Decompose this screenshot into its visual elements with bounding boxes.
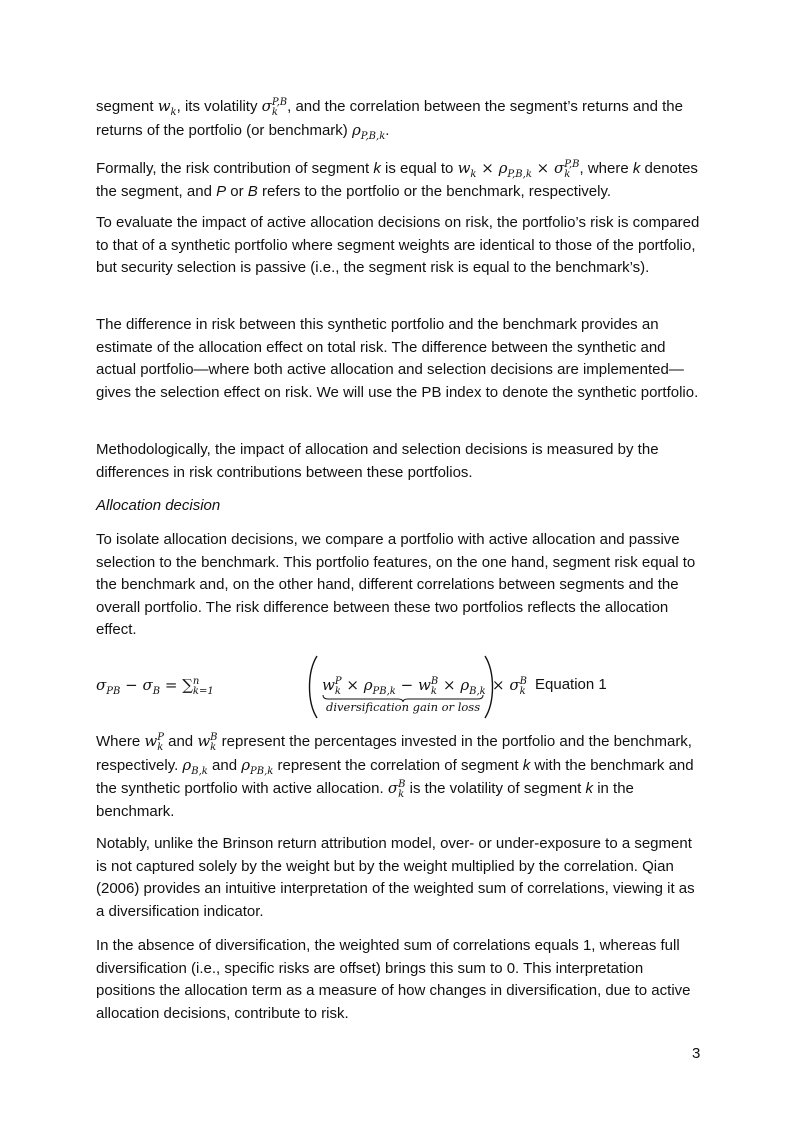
equation-inner-term: w P k × $\rho_{PB,k} - w$ B k × $\rho_{B,k}$	[322, 676, 486, 697]
paragraph-1: segment $w_k$, its volatility σ P,B k , and the correlation between the segment’s returns and the returns of the portfolio (or benchmark) $\rho_{P,B,k}$.	[96, 97, 683, 142]
underbrace-label: diversification gain or loss	[326, 700, 481, 714]
left-paren	[304, 654, 320, 720]
paragraph-8: Notably, unlike the Brinson return attribution model, over- or under-exposure to a segment is not captured solely by the weight but by the weight multiplied by the correlation. Qian (2006) provides an intuitive interpretation of the weighted sum of correlations, viewing it as a diversification indicator.	[96, 835, 695, 920]
paragraph-2: Formally, the risk contribution of segment k is equal to $w_k \times \rho_{P,B,k} \times \sigma$ P,B k , where k denotes the segment, and P or B refers to the portfolio or the benchmark, respectively.	[96, 159, 698, 200]
paragraph-7: Where w P k and w B k represent the percentages invested in the portfolio and the benchmark, respectively. $\rho_{B,k}$ and $\rho_{PB,k}$ represent the correlation of segment k with the benchmark and the synthetic portfolio with active allocation. σ B k is the volatility of segment k in the benchmark.	[96, 732, 694, 820]
equation-1	[96, 652, 716, 720]
math-rho-pbk: $\rho_{P,B,k}$	[351, 120, 386, 142]
page-number: 3	[692, 1045, 701, 1062]
equation-label: Equation 1	[535, 676, 607, 693]
paragraph-6: To isolate allocation decisions, we compare a portfolio with active allocation and passive selection to the benchmark. This portfolio features, on the one hand, segment risk equal to the benchmark and, on the other hand, different correlations between segments and the overall portfolio. The risk difference between these two portfolios reflects the allocation effect.	[96, 531, 696, 639]
math-w-k: $w_k$	[157, 97, 177, 118]
paragraph-5: Methodologically, the impact of allocation and selection decisions is measured by the differences in risk contributions between these portfolios.	[96, 441, 659, 481]
math-sigma-k-pb: σ P,B k	[261, 97, 288, 118]
paragraph-3: To evaluate the impact of active allocation decisions on risk, the portfolio’s risk is compared to that of a synthetic portfolio where segment weights are identical to those of the portfolio, but security selection is passive (i.e., the segment risk is equal to the benchmark’s).	[96, 214, 700, 277]
equation-lhs: $\sigma_{PB} - \sigma_B$ = ∑ n k=1	[96, 676, 214, 697]
paragraph-4: The difference in risk between this synthetic portfolio and the benchmark provides an estimate of the allocation effect on total risk. The difference between the synthetic and actual portfolio—where both active allocation and selection decisions are implemented—gives the selection effect on risk. We will use the PB index to denote the synthetic portfolio.	[96, 316, 699, 401]
section-heading-allocation: Allocation decision	[96, 497, 221, 514]
equation-rhs: × σ B k	[492, 676, 527, 697]
math-risk-contribution: $w_k \times \rho_{P,B,k} \times \sigma$ P,B k	[457, 159, 580, 180]
paragraph-9: In the absence of diversification, the weighted sum of correlations equals 1, whereas full diversification (i.e., specific risks are offset) brings this sum to 0. This interpretation positions the allocation term as a measure of how changes in diversification, due to active allocation decisions, contribute to risk.	[96, 937, 691, 1022]
